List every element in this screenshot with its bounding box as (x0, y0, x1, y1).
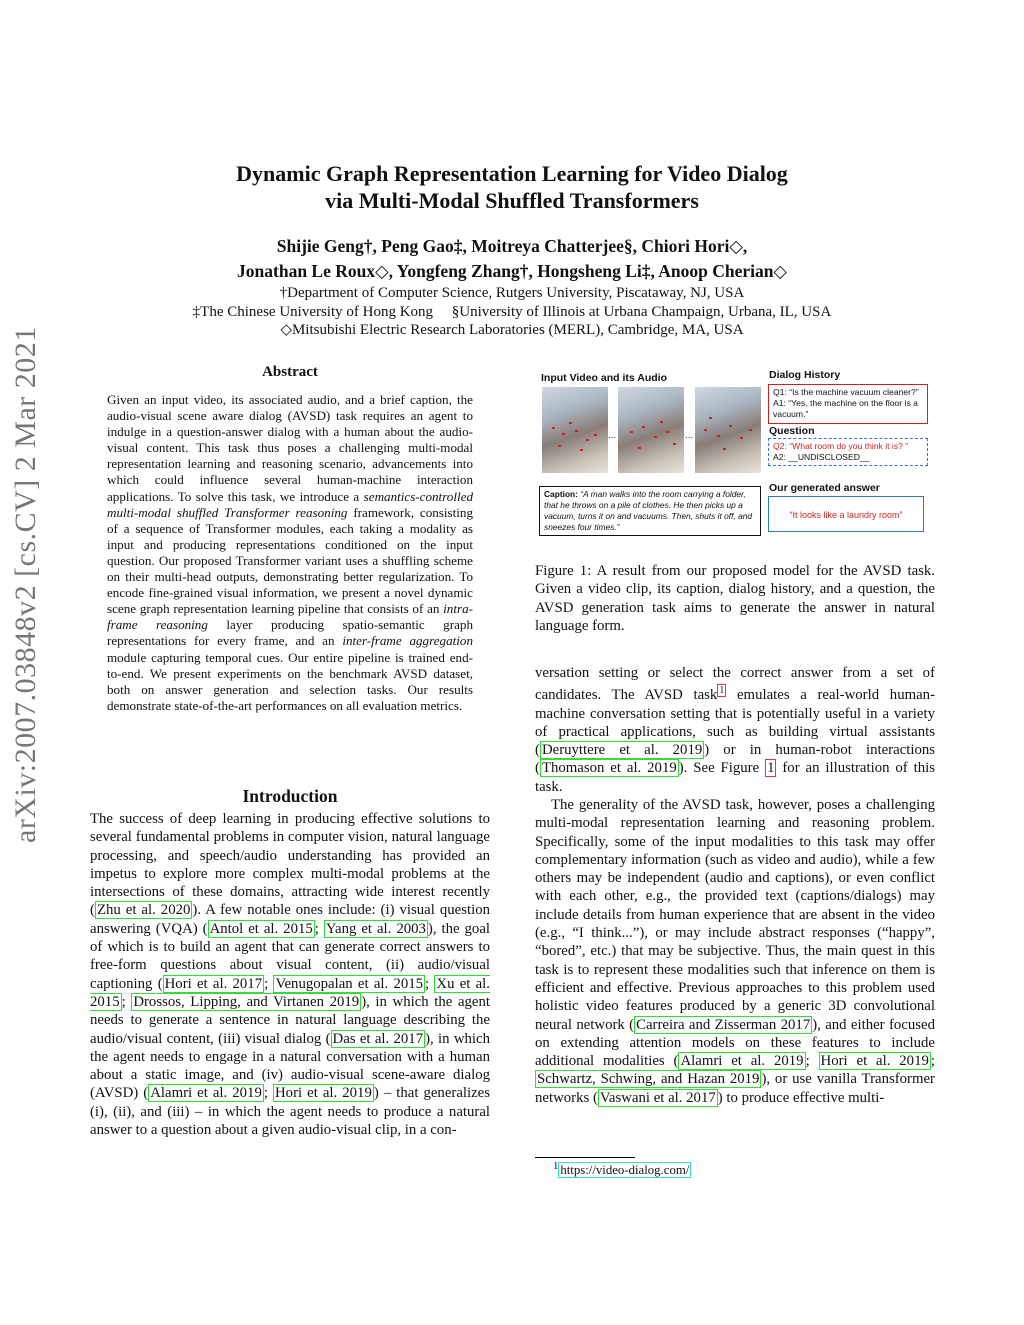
video-frame-1 (542, 387, 608, 473)
citation-link[interactable]: Das et al. 2017 (332, 1030, 424, 1047)
citation-link[interactable]: Carreira and Zisserman 2017 (636, 1016, 811, 1033)
footnote-mark: 1 (553, 1161, 559, 1172)
intro-text: ), in which the agent needs to generate a sentence in natural language describing the audio/visual content, (iii) visual dialog ( (90, 993, 491, 1047)
citation-link[interactable]: Venugopalan et al. 2015 (275, 975, 424, 992)
dialog-history-label: Dialog History (769, 369, 841, 381)
footnote-url-link[interactable]: https://video-dialog.com/ (560, 1163, 690, 1178)
intro-text: The success of deep learning in producing effective solutions to several fundamental problems in computer vision, natural language processing, and speech/audio understanding has provided an impetus to explore more complex multi-modal problems at the intersections of these domains, attracting wide interest recently ( (90, 811, 490, 919)
figure-1 (535, 368, 935, 543)
right-column-body (535, 664, 935, 1107)
title-line-1: Dynamic Graph Representation Learning for Video Dialog (236, 161, 788, 186)
footnote (553, 1161, 691, 1178)
body-text: ), and either focused on extending attention models on these features to include additional modalities ( (535, 1016, 935, 1070)
citation-separator: ; (930, 1053, 935, 1070)
body-text: ), or use vanilla Transformer networks ( (535, 1071, 935, 1106)
citation-link[interactable]: Hori et al. 2017 (164, 975, 263, 992)
abstract-emphasis: inter-frame aggregation (342, 633, 473, 649)
citation-link[interactable]: Alamri et al. 2019 (680, 1053, 804, 1070)
body-text: emulates a real-world human-machine conversation setting that is potentially useful in a variety of practical applications, such as building virtual assistants ( (535, 687, 935, 759)
citation-link[interactable]: Vaswani et al. 2017 (599, 1089, 716, 1106)
body-text: ) or in human-robot interactions ( (535, 742, 935, 777)
affiliations (0, 284, 1024, 340)
abstract-text: module capturing temporal cues. Our entire pipeline is trained end-to-end. We present experiments on the benchmark AVSD dataset, both on answer generation and selection tasks. Our results demonstrate state-of-the-art performances on all evaluation metrics. (107, 649, 473, 713)
citation-link[interactable]: Deruyttere et al. 2019 (541, 742, 703, 759)
citation-separator: ; (121, 993, 132, 1010)
body-text: ) to produce effective multi- (717, 1089, 885, 1106)
body-paragraph (535, 796, 935, 1107)
video-label: Input Video and its Audio (541, 372, 667, 384)
abstract-body (107, 392, 473, 714)
question-label: Question (769, 425, 815, 437)
abstract-emphasis: intra-frame reasoning (107, 601, 473, 633)
affil-line-1: †Department of Computer Science, Rutgers University, Piscataway, NJ, USA (279, 285, 745, 301)
frame-ellipsis: ... (685, 430, 694, 441)
history-a1: A1: “Yes, the machine on the floor is a vacuum.” (773, 398, 918, 419)
citation-link[interactable]: Thomason et al. 2019 (541, 760, 677, 777)
abstract-emphasis: semantics-controlled multi-modal shuffled Transformer reasoning (107, 488, 473, 520)
figure-caption: Figure 1: A result from our proposed model for the AVSD task. Given a video clip, its caption, dialog history, and a question, the AVSD generation task aims to generate the answer in natural language form. (535, 563, 935, 634)
frame-ellipsis: ... (608, 430, 617, 441)
citation-separator: ; (264, 975, 274, 992)
citation-link[interactable]: Schwartz, Schwing, and Hazan 2019 (537, 1071, 760, 1088)
affil-line-3: ◇Mitsubishi Electric Research Laboratories (MERL), Cambridge, MA, USA (280, 322, 744, 338)
video-frame-3 (695, 387, 761, 473)
paper-title (0, 160, 1024, 214)
citation-link[interactable]: Antol et al. 2015 (209, 920, 313, 937)
citation-link[interactable]: Hori et al. 2019 (820, 1053, 929, 1070)
dialog-history-box (768, 384, 928, 424)
citation-separator: ; (263, 1085, 273, 1102)
abstract-text: layer producing spatio-semantic graph representations for every frame, and an (107, 617, 473, 649)
intro-text: ) – that generalizes (i), (ii), and (iii) – in which the agent needs to produce a natural answer to a question about a given audio-visual clip, in a con- (90, 1085, 490, 1139)
footnote-ref[interactable]: 1 (719, 685, 725, 697)
caption-text: “A man walks into the room carrying a folder, that he throws on a pile of clothes. He then picks up a vacuum, turns it on and vacuums. Then, shuts it off, and sneezes four times.” (544, 489, 753, 532)
question-q2: Q2: “What room do you think it is? ” (773, 441, 909, 451)
body-text: ). See Figure (678, 760, 766, 777)
arxiv-stamp: arXiv:2007.03848v2 [cs.CV] 2 Mar 2021 (9, 326, 42, 843)
citation-link[interactable]: Xu et al. 2015 (90, 975, 490, 1010)
intro-paragraph (90, 810, 490, 1139)
citation-link[interactable]: Hori et al. 2019 (275, 1085, 372, 1102)
question-box (768, 438, 928, 466)
abstract-text: Given an input video, its associated audio, and a brief caption, the audio-visual scene aware dialog (AVSD) task requires an agent to indulge in a question-answer dialog with a human about the audio-visual content. This task thus poses a challenging multi-modal representation learning and reasoning scenario, advancements into which could influence several human-machine interaction applications. To solve this task, we introduce a (107, 392, 473, 504)
citation-link[interactable]: Yang et al. 2003 (325, 920, 426, 937)
intro-text: ). A few notable ones include: (i) visual question answering (VQA) ( (90, 902, 490, 937)
body-text: The generality of the AVSD task, however, poses a challenging multi-modal representation learning and reasoning problem. Specifically, some of the input modalities to this task may offer complementary information (such as video and audio), while a few others may be independent (audio and captions), or even conflict with each other, e.g., the provided text (captions/dialogs) may include details from human experience that are absent in the video (e.g., “I think...”), or may include abstract responses (“happy”, “bored”, etc.) that may be subjective. Thus, the main quest in this task is to represent these modalities such that inference on them is efficient and effective. Previous approaches to this problem used holistic video features produced by a generic 3D convolutional neural network ( (535, 797, 935, 1033)
citation-separator: ; (805, 1053, 819, 1070)
body-text: for an illustration of this task. (535, 760, 935, 795)
footnote-rule (535, 1157, 635, 1158)
citation-link[interactable]: Alamri et al. 2019 (150, 1085, 262, 1102)
abstract-heading: Abstract (262, 364, 318, 380)
intro-heading: Introduction (242, 786, 338, 806)
citation-link[interactable]: Drossos, Lipping, and Virtanen 2019 (133, 993, 360, 1010)
answer-label: Our generated answer (769, 482, 880, 494)
intro-body (90, 810, 490, 1139)
history-q1: Q1: “Is the machine vacuum cleaner?” (773, 387, 919, 397)
figure-ref-link[interactable]: 1 (767, 760, 775, 777)
caption-label: Caption: (544, 489, 578, 499)
citation-link[interactable]: Zhu et al. 2020 (96, 902, 191, 919)
citation-separator: ; (314, 920, 324, 937)
video-frame-2 (618, 387, 684, 473)
body-paragraph (535, 664, 935, 796)
intro-text: ), the goal of which is to build an agent that can generate correct answers to free-form questions about visual content, (ii) audio/visual captioning ( (90, 920, 491, 992)
author-list (0, 234, 1024, 284)
body-text: versation setting or select the correct answer from a set of candidates. The AVSD task (535, 665, 935, 704)
authors-line-2: Jonathan Le Roux◇, Yongfeng Zhang†, Hongsheng Li‡, Anoop Cherian◇ (237, 261, 787, 281)
question-a2: A2: __UNDISCLOSED__ (773, 452, 870, 462)
affil-line-2: ‡The Chinese University of Hong Kong §University of Illinois at Urbana Champaign, Urbana, IL, USA (192, 303, 832, 320)
citation-separator: ; (425, 975, 435, 992)
generated-answer-box: “It looks like a laundry room” (768, 496, 924, 532)
caption-box (539, 486, 761, 536)
authors-line-1: Shijie Geng†, Peng Gao‡, Moitreya Chatterjee§, Chiori Hori◇, (276, 236, 748, 256)
title-line-2: via Multi-Modal Shuffled Transformers (325, 188, 699, 213)
abstract-text: framework, consisting of a sequence of Transformer modules, each taking a modality as input and producing representations conditioned on the input question. Our proposed Transformer variant uses a shuffling scheme on their multi-head outputs, demonstrating better regularization. To encode fine-grained visual information, we present a novel dynamic scene graph representation learning pipeline that consists of an (107, 504, 473, 617)
intro-text: ), in which the agent needs to engage in a natural conversation with a human about a static image, and (iv) audio-visual scene-aware dialog (AVSD) ( (90, 1030, 490, 1102)
